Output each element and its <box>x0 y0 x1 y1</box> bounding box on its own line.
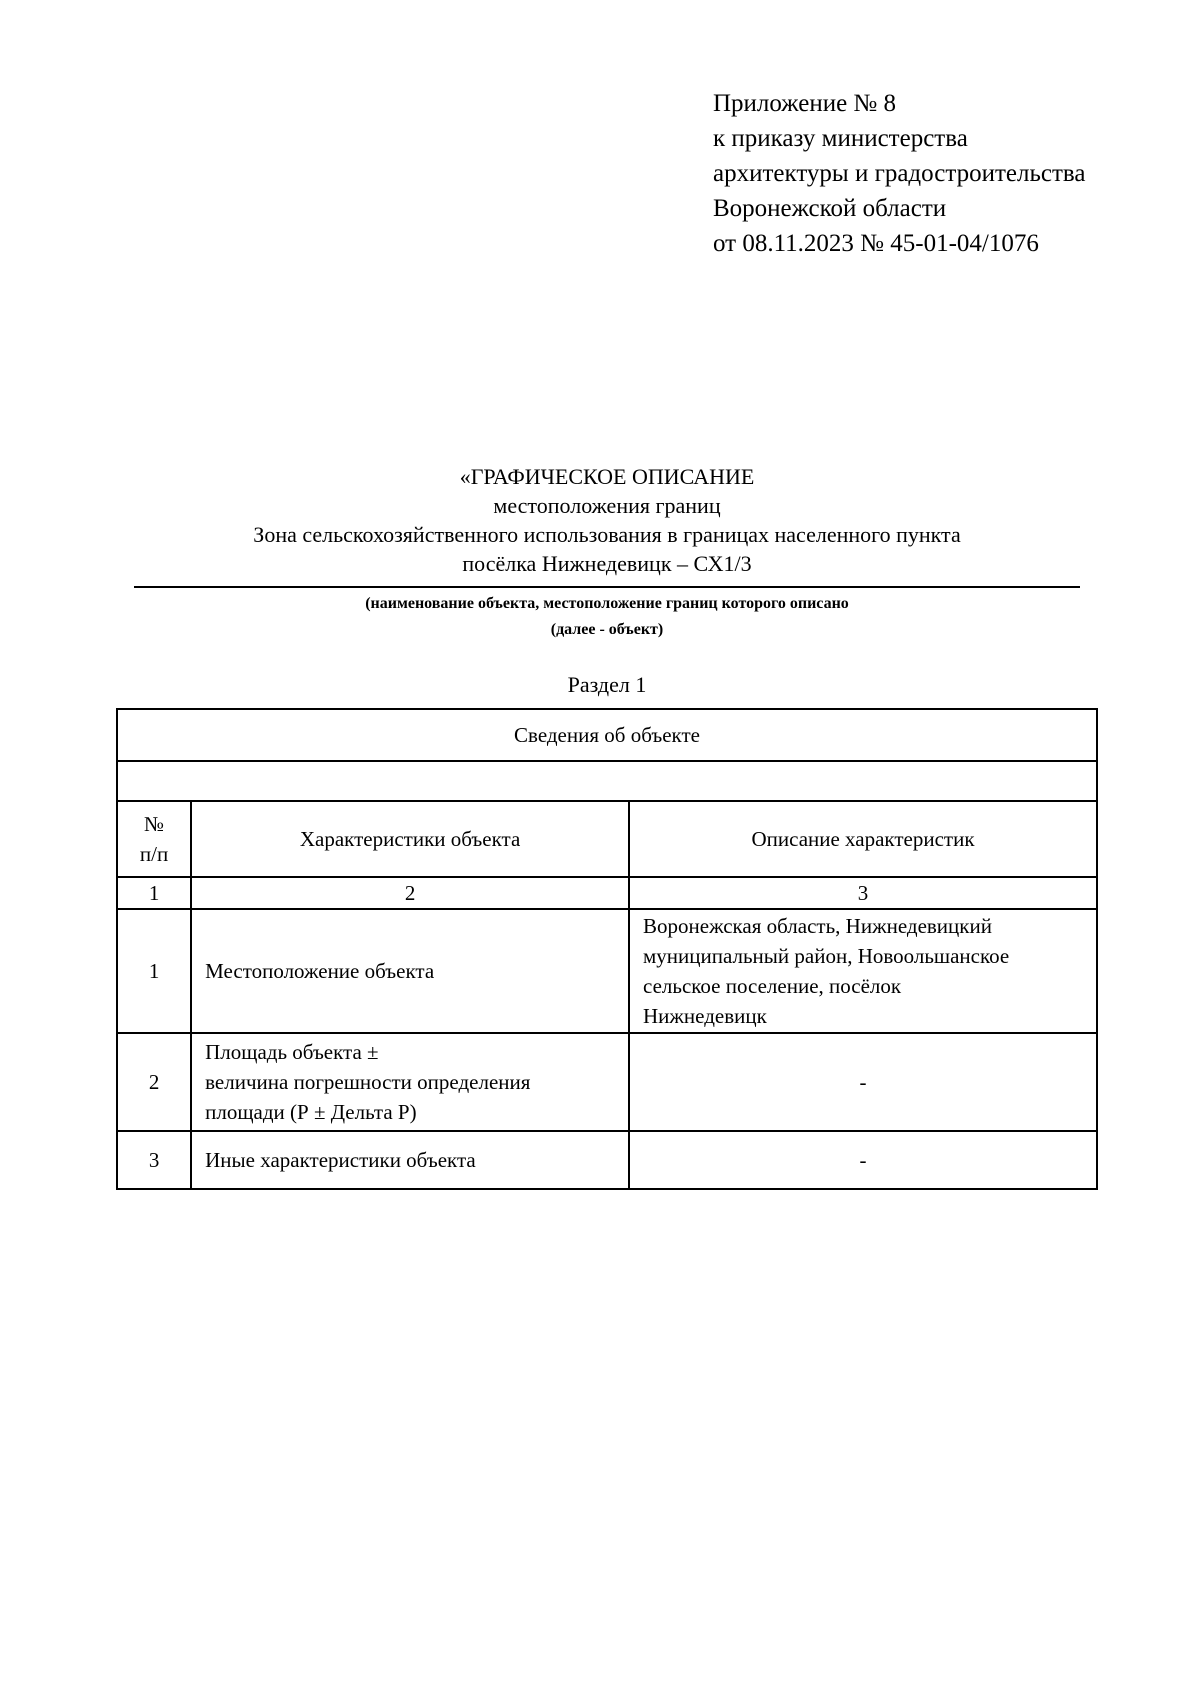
table-empty-row <box>117 761 1097 801</box>
row-description: - <box>629 1131 1097 1189</box>
row-description: - <box>629 1033 1097 1131</box>
row-characteristic <box>191 1131 629 1189</box>
header-characteristics: Характеристики объекта <box>191 801 629 877</box>
appendix-line: к приказу министерства <box>713 125 968 152</box>
heading-object-name: Зона сельскохозяйственного использования в границах населенного пункта <box>253 522 961 547</box>
note-line: (далее - объект) <box>550 621 664 638</box>
heading-subtitle: местоположения границ <box>493 493 721 518</box>
row-characteristic <box>191 909 629 1033</box>
heading-underline <box>134 586 1080 588</box>
note-line: (наименование объекта, местоположение границ которого описано <box>365 595 849 612</box>
heading-title: «ГРАФИЧЕСКОЕ ОПИСАНИЕ <box>459 464 755 489</box>
appendix-line: Воронежской области <box>713 195 947 222</box>
description-line: муниципальный район, Новоольшанское <box>643 944 1010 968</box>
characteristic-line: площади (Р ± Дельта Р) <box>205 1100 417 1124</box>
row-characteristic <box>191 1033 629 1131</box>
characteristic-line: Площадь объекта ± <box>205 1040 379 1064</box>
description-line: Нижнедевицк <box>643 1004 767 1028</box>
table-title-row <box>117 709 1097 761</box>
heading-note <box>134 591 1080 643</box>
document-heading <box>134 462 1080 578</box>
header-description: Описание характеристик <box>629 801 1097 877</box>
characteristic-line: величина погрешности определения <box>205 1070 531 1094</box>
appendix-block <box>713 86 1085 261</box>
table-index-row <box>117 877 1097 909</box>
row-num: 3 <box>117 1131 191 1189</box>
index-cell: 3 <box>629 877 1097 909</box>
row-description <box>629 909 1097 1033</box>
header-num-cell <box>117 801 191 877</box>
empty-cell <box>117 761 1097 801</box>
index-cell: 1 <box>117 877 191 909</box>
appendix-line: Приложение № 8 <box>713 90 897 117</box>
description-line: Воронежская область, Нижнедевицкий <box>643 914 992 938</box>
table-header-row <box>117 801 1097 877</box>
description-line: сельское поселение, посёлок <box>643 974 902 998</box>
table-title: Сведения об объекте <box>117 709 1097 761</box>
index-cell: 2 <box>191 877 629 909</box>
object-info-table <box>116 708 1098 1190</box>
table-row <box>117 1131 1097 1189</box>
heading-object-name-cont: посёлка Нижнедевицк – СХ1/3 <box>462 551 752 576</box>
appendix-line: от 08.11.2023 № 45-01-04/1076 <box>713 230 1039 257</box>
characteristic-line: Местоположение объекта <box>205 959 435 983</box>
header-num: № <box>144 812 165 836</box>
table-row <box>117 909 1097 1033</box>
row-num: 1 <box>117 909 191 1033</box>
table-row <box>117 1033 1097 1131</box>
appendix-line: архитектуры и градостроительства <box>713 160 1086 187</box>
row-num: 2 <box>117 1033 191 1131</box>
characteristic-line: Иные характеристики объекта <box>205 1148 476 1172</box>
section-title: Раздел 1 <box>567 672 647 697</box>
header-num-sub: п/п <box>139 842 169 866</box>
